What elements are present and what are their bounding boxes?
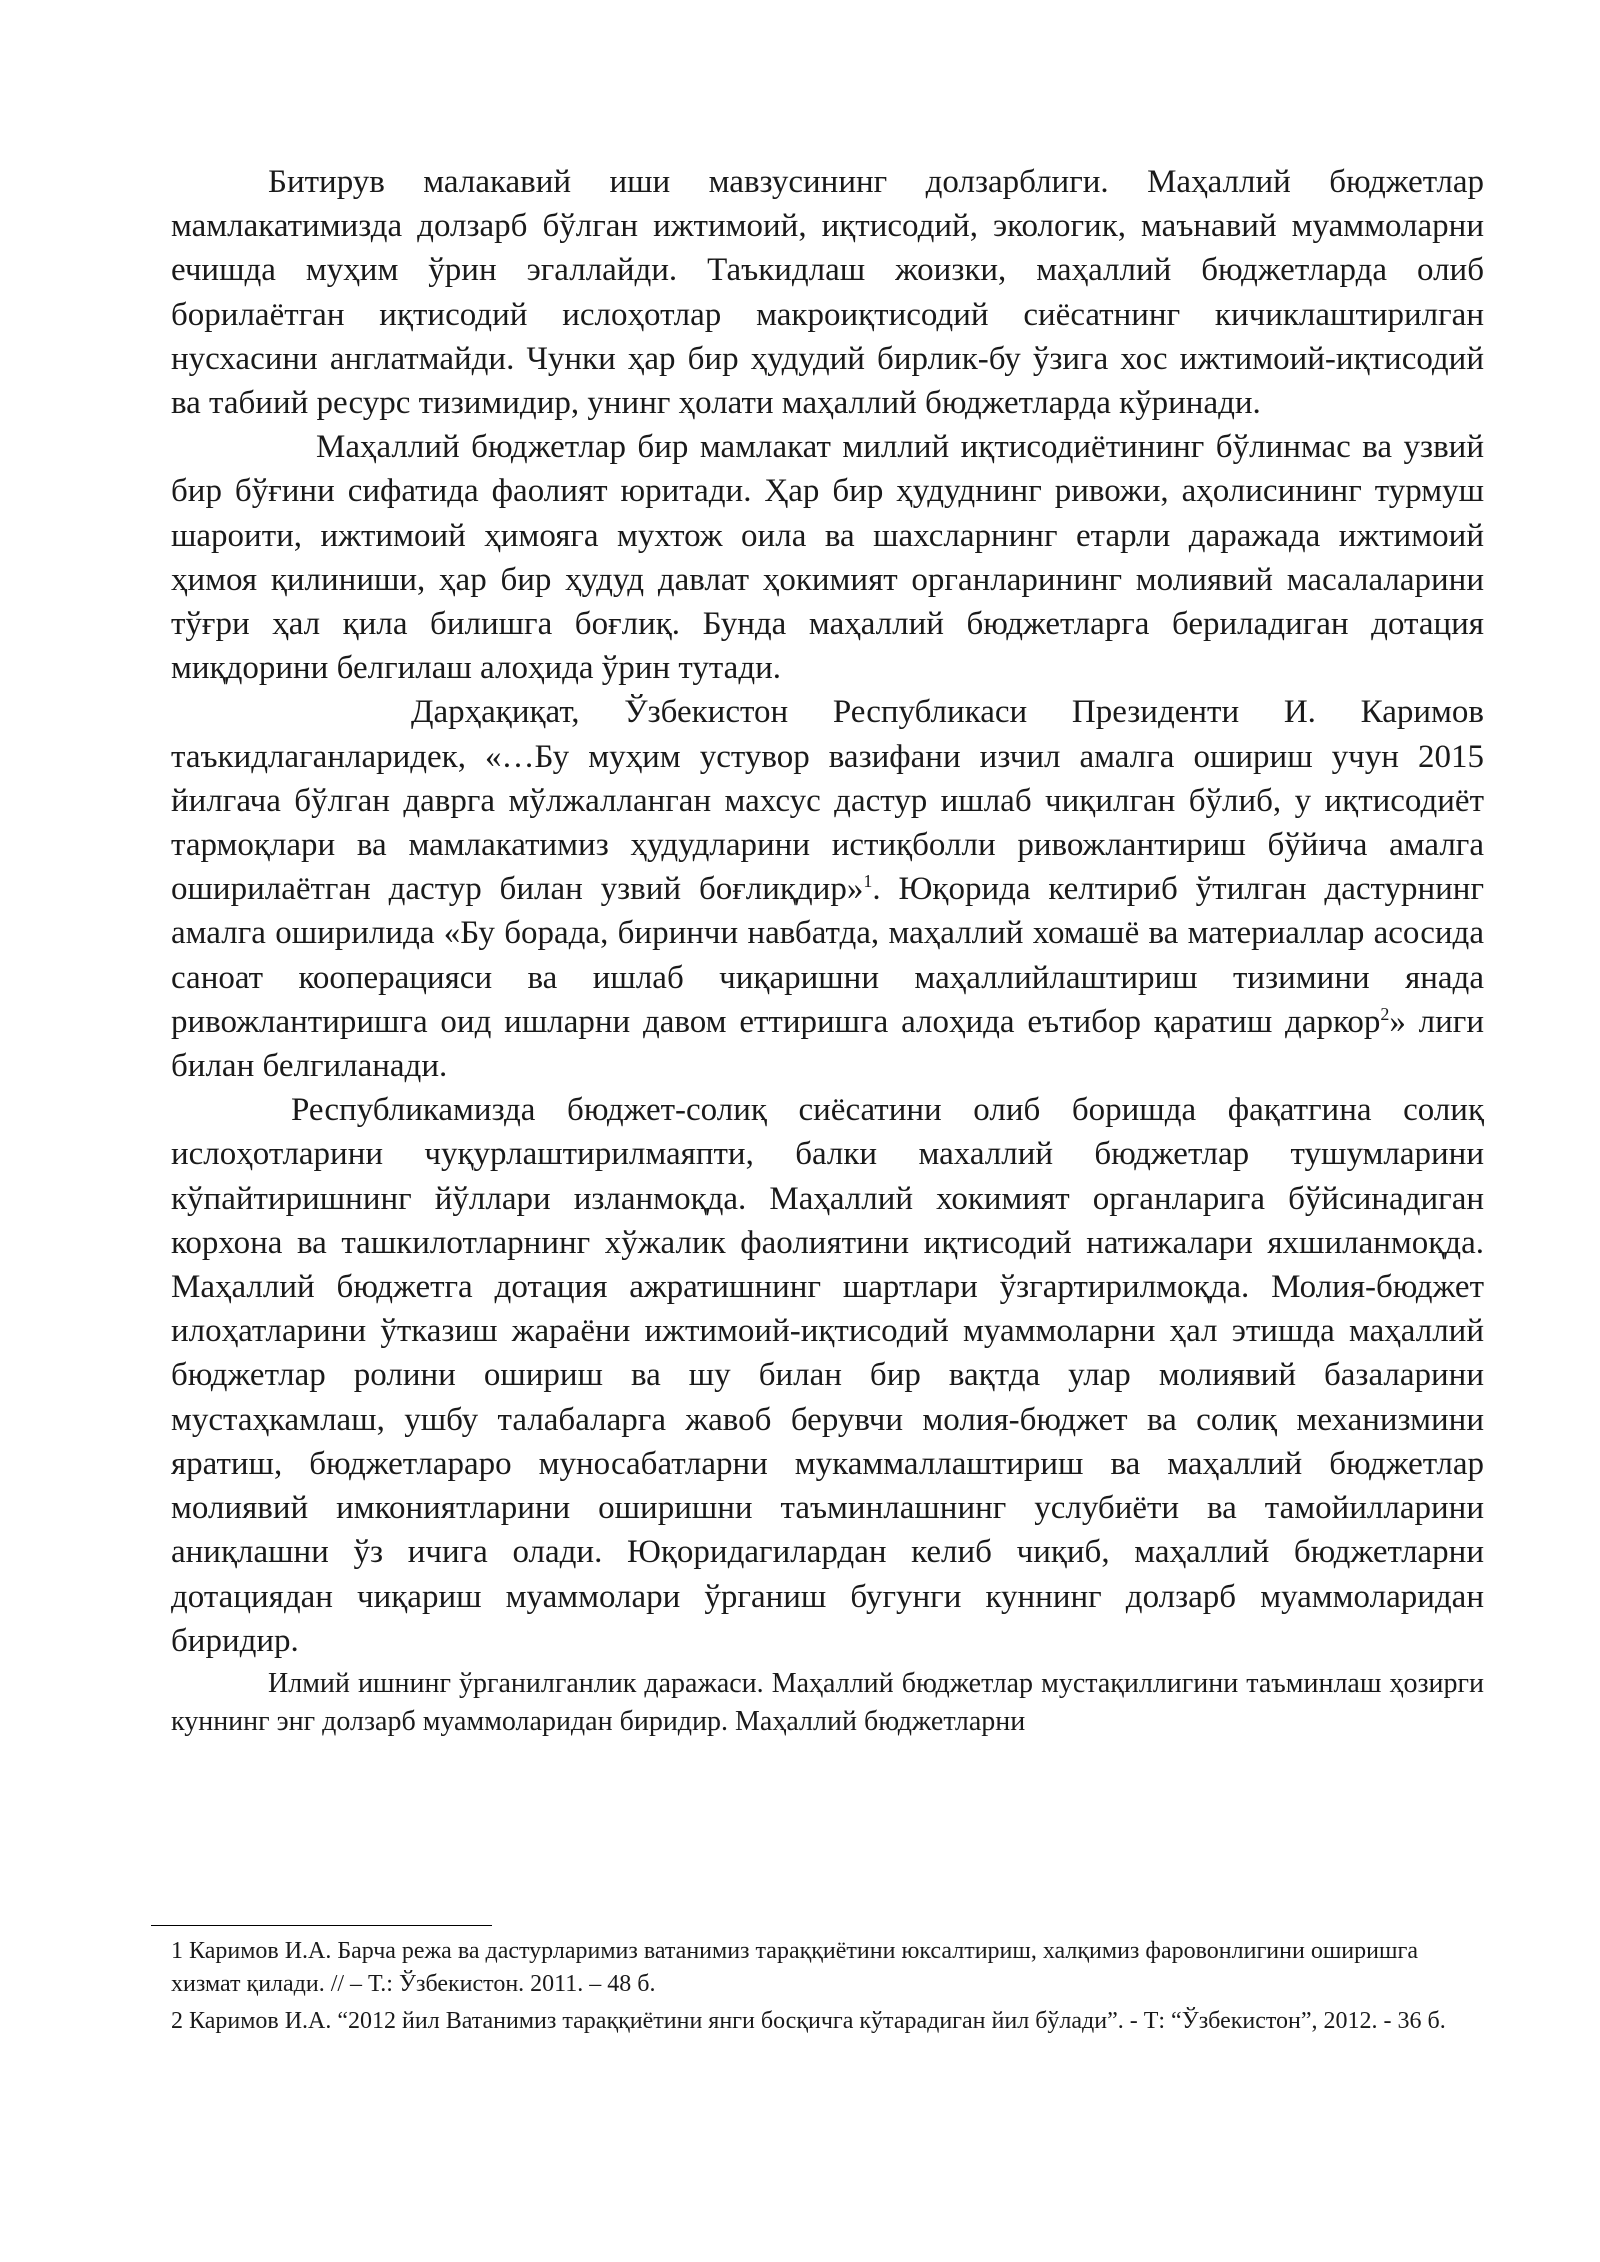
quotation-text-1: Дарҳақиқат, Ўзбекистон Республикаси Президенти И. Каримов таъкидлаганларидек, «…Бу муҳим устувор вазифани изчил амалга ошириш учун 2015 йилгача бўлган даврга мўлжалланган махсус дастур ишлаб чиқилган бўлиб, у иқтисодиёт тармоқлари ва мамлакатимиз ҳудудларини истиқболли ривожлантириш бўйича амалга оширилаётган дастур билан узвий боғлиқдир» bbox=[171, 694, 1484, 908]
footnote-ref-1[interactable]: 1 bbox=[863, 871, 873, 892]
footnote-ref-2[interactable]: 2 bbox=[1380, 1003, 1390, 1024]
paragraph-local-budgets: Маҳаллий бюджетлар бир мамлакат миллий иқтисодиётининг бўлинмас ва узвий бир бўғини сифатида фаолият юритади. Ҳар бир ҳудуднинг ривожи, аҳолисининг турмуш шароити, ижтимоий ҳимояга мухтож оила ва шахсларнинг етарли даражада ижтимоий ҳимоя қилиниши, ҳар бир ҳудуд давлат ҳокимият органларининг молиявий масалаларини тўғри ҳал қила билишга боғлиқ. Бунда маҳаллий бюджетларга бериладиган дотация миқдорини белгилаш алоҳида ўрин тутади. bbox=[171, 429, 1484, 687]
footnote-1: 1 Каримов И.А. Барча режа ва дастурларимиз ватанимиз тараққиётини юксалтириш, халқимиз фаровонлигини оширишга хизмат қилади. // – Т.: Ўзбекистон. 2011. – 48 б. bbox=[171, 1938, 1418, 1997]
paragraph-relevance: Битирув малакавий иши мавзусининг долзарблиги. Маҳаллий бюджетлар мамлакатимизда долзарб бўлган ижтимоий, иқтисодий, экологик, маънавий муаммоларни ечишда муҳим ўрин эгаллайди. Таъкидлаш жоизки, маҳаллий бюджетларда олиб борилаётган иқтисодий ислоҳотлар макроиқтисодий сиёсатнинг кичиклаштирилган нусхасини англатмайди. Чунки ҳар бир ҳудудий бирлик-бу ўзига хос ижтимоий-иқтисодий ва табиий ресурс тизимидир, унинг ҳолати маҳаллий бюджетларда кўринади. bbox=[171, 164, 1484, 422]
paragraph-tax-policy: Республикамизда бюджет-солиқ сиёсатини олиб боришда фақатгина солиқ ислоҳотларини чуқурлаштирилмаяпти, балки махаллий бюджетлар тушумларини кўпайтиришнинг йўллари изланмоқда. Маҳаллий хокимият органларига бўйсинадиган корхона ва ташкилотларнинг хўжалик фаолиятини иқтисодий натижалари яхшиланмоқда. Маҳаллий бюджетга дотация ажратишнинг шартлари ўзгартирилмоқда. Молия-бюджет илоҳатларини ўтказиш жараёни ижтимоий-иқтисодий муаммоларни ҳал этишда маҳаллий бюджетлар ролини ошириш ва шу билан бир вақтда улар молиявий базаларини мустаҳкамлаш, ушбу талабаларга жавоб берувчи молия-бюджет ва солиқ механизмини яратиш, бюджетлараро муносабатларни мукаммаллаштириш ва маҳаллий бюджетлар молиявий имкониятларини оширишни таъминлашнинг услубиёти ва тамойилларини аниқлашни ўз ичига олади. Юқоридагилардан келиб чиқиб, маҳаллий бюджетларни дотациядан чиқариш муаммолари ўрганиш бугунги куннинг долзарб муаммоларидан биридир. bbox=[171, 1092, 1484, 1659]
footnotes bbox=[171, 1935, 1484, 2042]
paragraph-quotation bbox=[171, 690, 1484, 1088]
paragraph-research-degree: Илмий ишнинг ўрганилганлик даражаси. Маҳаллий бюджетлар мустақиллигини таъминлаш ҳозирги куннинг энг долзарб муаммоларидан биридир. Маҳаллий бюджетларни bbox=[171, 1667, 1484, 1737]
footnote-separator bbox=[151, 1925, 492, 1926]
quotation-text-3: » лиги билан белгиланади. bbox=[171, 1003, 1484, 1085]
footnote-2: 2 Каримов И.А. “2012 йил Ватанимиз тараққиётини янги босқичга кўтарадиган йил бўлади”. - Т: “Ўзбекистон”, 2012. - 36 б. bbox=[171, 2008, 1446, 2034]
body-text bbox=[171, 160, 1484, 1741]
quotation-text-2: . Юқорида келтириб ўтилган дастурнинг амалга оширилида «Бу борада, биринчи навбатда, маҳаллий хомашё ва материаллар асосида саноат кооперацияси ва ишлаб чиқаришни маҳаллийлаштириш тизимини янада ривожлантиришга оид ишларни давом еттиришга алоҳида еътибор қаратиш даркор bbox=[171, 871, 1484, 1040]
